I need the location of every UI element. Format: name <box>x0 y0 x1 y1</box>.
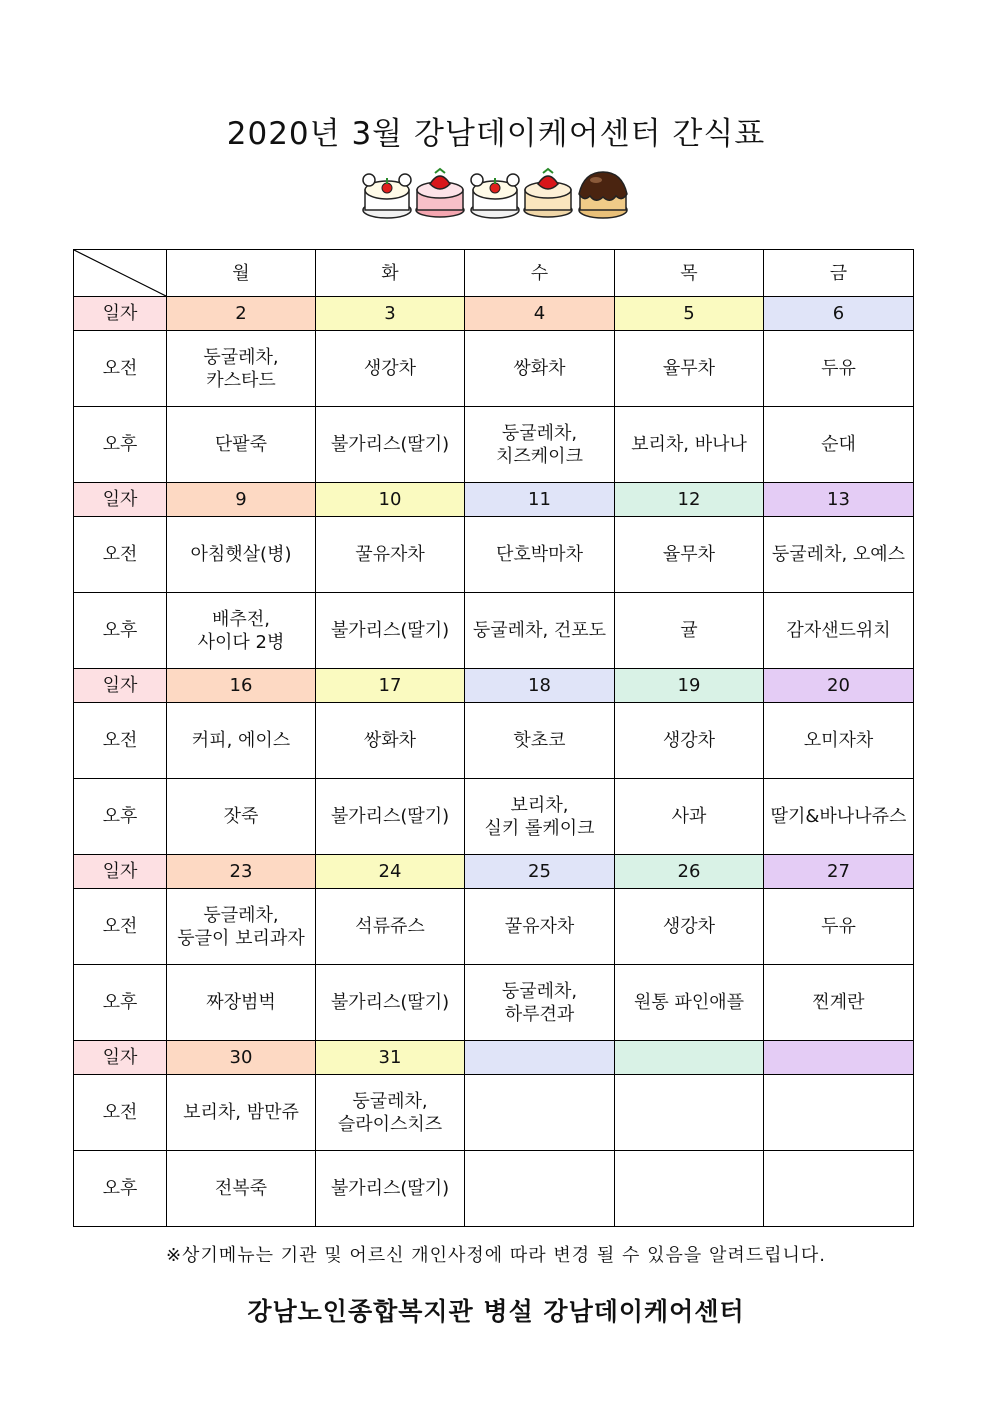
date-cell: 24 <box>316 855 465 889</box>
date-cell: 26 <box>615 855 764 889</box>
am-row <box>74 1075 914 1151</box>
snack-cell: 아침햇살(병) <box>167 517 316 593</box>
am-label: 오전 <box>74 517 167 593</box>
date-label: 일자 <box>74 483 167 517</box>
pm-row <box>74 407 914 483</box>
strawberry-cake-icon <box>416 169 464 217</box>
snack-cell: 불가리스(딸기) <box>316 593 465 669</box>
snack-cell: 불가리스(딸기) <box>316 1151 465 1227</box>
snack-cell <box>615 1075 764 1151</box>
snack-cell: 짜장범벅 <box>167 965 316 1041</box>
date-cell: 3 <box>316 297 465 331</box>
weekday-header: 수 <box>465 250 615 297</box>
snack-cell <box>615 1151 764 1227</box>
date-cell: 27 <box>764 855 914 889</box>
date-row <box>74 483 914 517</box>
am-row <box>74 889 914 965</box>
date-row <box>74 669 914 703</box>
weekday-header: 화 <box>316 250 465 297</box>
snack-cell: 두유 <box>764 889 914 965</box>
snack-cell: 원통 파인애플 <box>615 965 764 1041</box>
date-cell: 23 <box>167 855 316 889</box>
snack-cell <box>764 1151 914 1227</box>
snack-cell: 둥굴레차, 슬라이스치즈 <box>316 1075 465 1151</box>
snack-cell: 찐계란 <box>764 965 914 1041</box>
date-cell <box>764 1041 914 1075</box>
snack-cell: 귤 <box>615 593 764 669</box>
chocolate-cake-icon <box>579 172 627 218</box>
organization-name: 강남노인종합복지관 병설 강남데이케어센터 <box>247 1297 745 1326</box>
pm-row <box>74 593 914 669</box>
date-row <box>74 855 914 889</box>
date-row <box>74 297 914 331</box>
date-cell: 16 <box>167 669 316 703</box>
snack-cell: 쌍화차 <box>316 703 465 779</box>
snack-cell: 잣죽 <box>167 779 316 855</box>
snack-cell: 둥굴레차, 카스타드 <box>167 331 316 407</box>
strawberry-cake-icon <box>524 169 572 217</box>
am-row <box>74 517 914 593</box>
snack-cell <box>465 1075 615 1151</box>
snack-cell: 둥굴레차, 오예스 <box>764 517 914 593</box>
menu-change-notice: ※상기메뉴는 기관 및 어르신 개인사정에 따라 변경 될 수 있음을 알려드립니다. <box>165 1245 827 1266</box>
weekday-header: 월 <box>167 250 316 297</box>
snack-cell: 율무차 <box>615 517 764 593</box>
date-cell: 9 <box>167 483 316 517</box>
snack-cell: 오미자차 <box>764 703 914 779</box>
date-cell: 20 <box>764 669 914 703</box>
date-cell: 4 <box>465 297 615 331</box>
pm-label: 오후 <box>74 779 167 855</box>
am-row <box>74 703 914 779</box>
date-cell: 12 <box>615 483 764 517</box>
snack-cell: 둥글레차, 둥글이 보리과자 <box>167 889 316 965</box>
snack-cell: 배추전, 사이다 2병 <box>167 593 316 669</box>
date-cell: 18 <box>465 669 615 703</box>
weekday-header: 금 <box>764 250 914 297</box>
pm-label: 오후 <box>74 1151 167 1227</box>
cake-icons <box>360 166 632 222</box>
pm-label: 오후 <box>74 407 167 483</box>
date-label: 일자 <box>74 297 167 331</box>
date-cell: 13 <box>764 483 914 517</box>
date-cell: 25 <box>465 855 615 889</box>
date-cell <box>615 1041 764 1075</box>
am-label: 오전 <box>74 1075 167 1151</box>
date-cell <box>465 1041 615 1075</box>
date-cell: 11 <box>465 483 615 517</box>
weekday-header: 목 <box>615 250 764 297</box>
snack-cell: 두유 <box>764 331 914 407</box>
snack-cell: 생강차 <box>615 703 764 779</box>
am-label: 오전 <box>74 703 167 779</box>
date-cell: 17 <box>316 669 465 703</box>
snack-cell: 둥굴레차, 건포도 <box>465 593 615 669</box>
snack-cell: 보리차, 밤만쥬 <box>167 1075 316 1151</box>
date-cell: 2 <box>167 297 316 331</box>
snack-cell: 불가리스(딸기) <box>316 779 465 855</box>
pm-row <box>74 779 914 855</box>
pm-row <box>74 1151 914 1227</box>
snack-cell: 사과 <box>615 779 764 855</box>
snack-cell: 율무차 <box>615 331 764 407</box>
snack-cell <box>465 1151 615 1227</box>
snack-cell: 생강차 <box>316 331 465 407</box>
date-row <box>74 1041 914 1075</box>
snack-cell: 불가리스(딸기) <box>316 407 465 483</box>
snack-cell: 순대 <box>764 407 914 483</box>
date-cell: 5 <box>615 297 764 331</box>
snack-cell: 생강차 <box>615 889 764 965</box>
pm-label: 오후 <box>74 593 167 669</box>
date-cell: 10 <box>316 483 465 517</box>
snack-cell: 커피, 에이스 <box>167 703 316 779</box>
snack-cell: 둥굴레차, 치즈케이크 <box>465 407 615 483</box>
snack-cell: 석류쥬스 <box>316 889 465 965</box>
snack-cell <box>764 1075 914 1151</box>
date-label: 일자 <box>74 669 167 703</box>
date-cell: 6 <box>764 297 914 331</box>
date-cell: 30 <box>167 1041 316 1075</box>
snack-cell: 보리차, 바나나 <box>615 407 764 483</box>
cream-cake-icon <box>363 174 411 218</box>
am-row <box>74 331 914 407</box>
am-label: 오전 <box>74 889 167 965</box>
snack-cell: 핫초코 <box>465 703 615 779</box>
date-cell: 31 <box>316 1041 465 1075</box>
cream-cake-icon <box>471 174 519 218</box>
snack-cell: 불가리스(딸기) <box>316 965 465 1041</box>
page-title: 2020년 3월 강남데이케어센터 간식표 <box>226 116 766 152</box>
snack-cell: 꿀유자차 <box>465 889 615 965</box>
pm-label: 오후 <box>74 965 167 1041</box>
snack-cell: 꿀유자차 <box>316 517 465 593</box>
date-cell: 19 <box>615 669 764 703</box>
snack-cell: 단팥죽 <box>167 407 316 483</box>
snack-cell: 단호박마차 <box>465 517 615 593</box>
date-label: 일자 <box>74 855 167 889</box>
snack-cell: 둥굴레차, 하루견과 <box>465 965 615 1041</box>
date-label: 일자 <box>74 1041 167 1075</box>
corner-cell <box>74 250 167 297</box>
snack-cell: 딸기&바나나쥬스 <box>764 779 914 855</box>
snack-cell: 보리차, 실키 롤케이크 <box>465 779 615 855</box>
snack-cell: 쌍화차 <box>465 331 615 407</box>
pm-row <box>74 965 914 1041</box>
am-label: 오전 <box>74 331 167 407</box>
snack-cell: 감자샌드위치 <box>764 593 914 669</box>
weekday-header-row <box>74 250 914 297</box>
snack-schedule-table <box>73 249 914 1227</box>
snack-cell: 전복죽 <box>167 1151 316 1227</box>
